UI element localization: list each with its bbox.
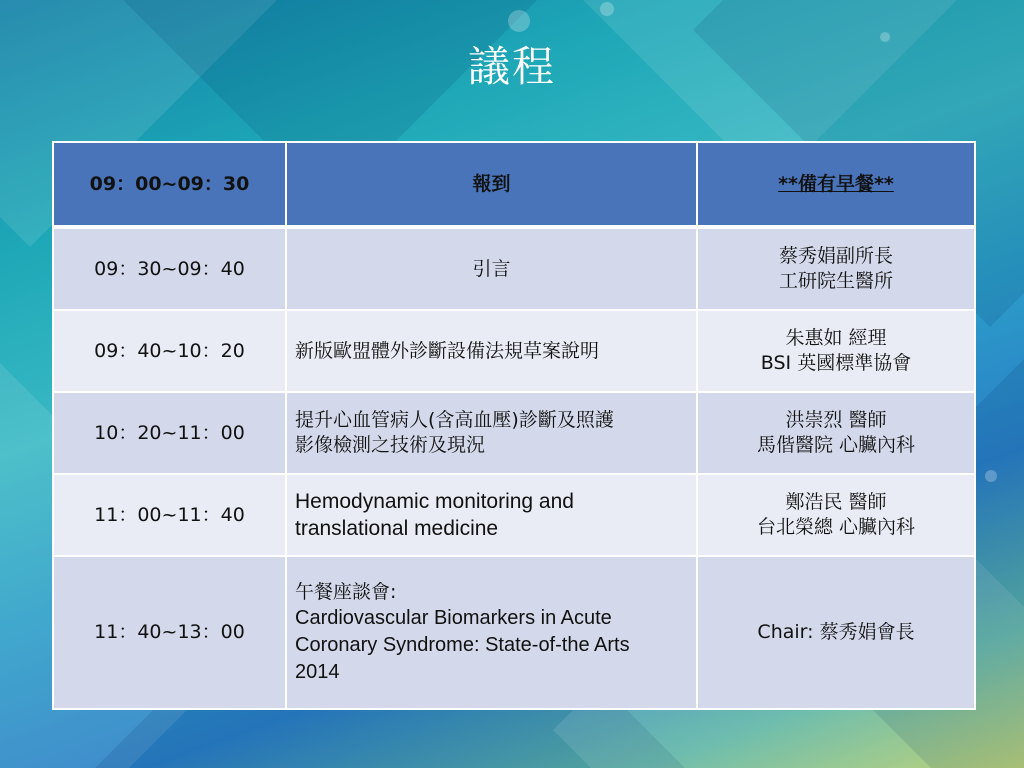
table-row: [53, 474, 975, 556]
row-topic: [286, 556, 697, 709]
row-topic: 新版歐盟體外診斷設備法規草案說明: [286, 310, 697, 392]
page-title: 議程: [467, 42, 556, 91]
header-time: 09：00~09：30: [53, 142, 286, 227]
row-topic: [286, 392, 697, 474]
topic-line: 影像檢測之技術及現況: [295, 434, 486, 456]
row-speaker: [697, 474, 975, 556]
row-time: 11：00~11：40: [53, 474, 286, 556]
speaker-name: 洪崇烈 醫師: [785, 409, 887, 431]
table-row: [53, 556, 975, 709]
row-time: 09：40~10：20: [53, 310, 286, 392]
speaker-name: 朱惠如 經理: [785, 327, 887, 349]
row-topic: [286, 474, 697, 556]
header-note: **備有早餐**: [697, 142, 975, 227]
topic-line: 午餐座談會:: [295, 580, 397, 603]
agenda-table: [52, 141, 976, 710]
table-header-row: [53, 142, 975, 227]
speaker-affiliation: 台北榮總 心臟內科: [756, 516, 916, 538]
speaker-chair: Chair: 蔡秀娟會長: [757, 621, 915, 643]
table-row: [53, 227, 975, 310]
header-topic: 報到: [286, 142, 697, 227]
topic-line: 2014: [295, 660, 340, 683]
row-time: 09：30~09：40: [53, 227, 286, 310]
speaker-name: 蔡秀娟副所長: [778, 245, 893, 267]
topic-line: Hemodynamic monitoring and: [295, 490, 574, 513]
row-topic: 引言: [286, 227, 697, 310]
row-speaker: [697, 392, 975, 474]
row-time: 11：40~13：00: [53, 556, 286, 709]
topic-line: 提升心血管病人(含高血壓)診斷及照護: [295, 409, 614, 431]
row-speaker: [697, 556, 975, 709]
topic-line: Coronary Syndrome: State-of-the Arts: [295, 633, 630, 656]
row-time: 10：20~11：00: [53, 392, 286, 474]
speaker-affiliation: BSI 英國標準協會: [760, 352, 912, 374]
table-row: [53, 392, 975, 474]
speaker-affiliation: 馬偕醫院 心臟內科: [756, 434, 916, 456]
table-row: [53, 310, 975, 392]
topic-line: translational medicine: [295, 517, 499, 540]
row-speaker: [697, 310, 975, 392]
speaker-affiliation: 工研院生醫所: [778, 270, 893, 292]
row-speaker: [697, 227, 975, 310]
topic-line: Cardiovascular Biomarkers in Acute: [295, 606, 612, 629]
speaker-name: 鄭浩民 醫師: [785, 491, 887, 513]
